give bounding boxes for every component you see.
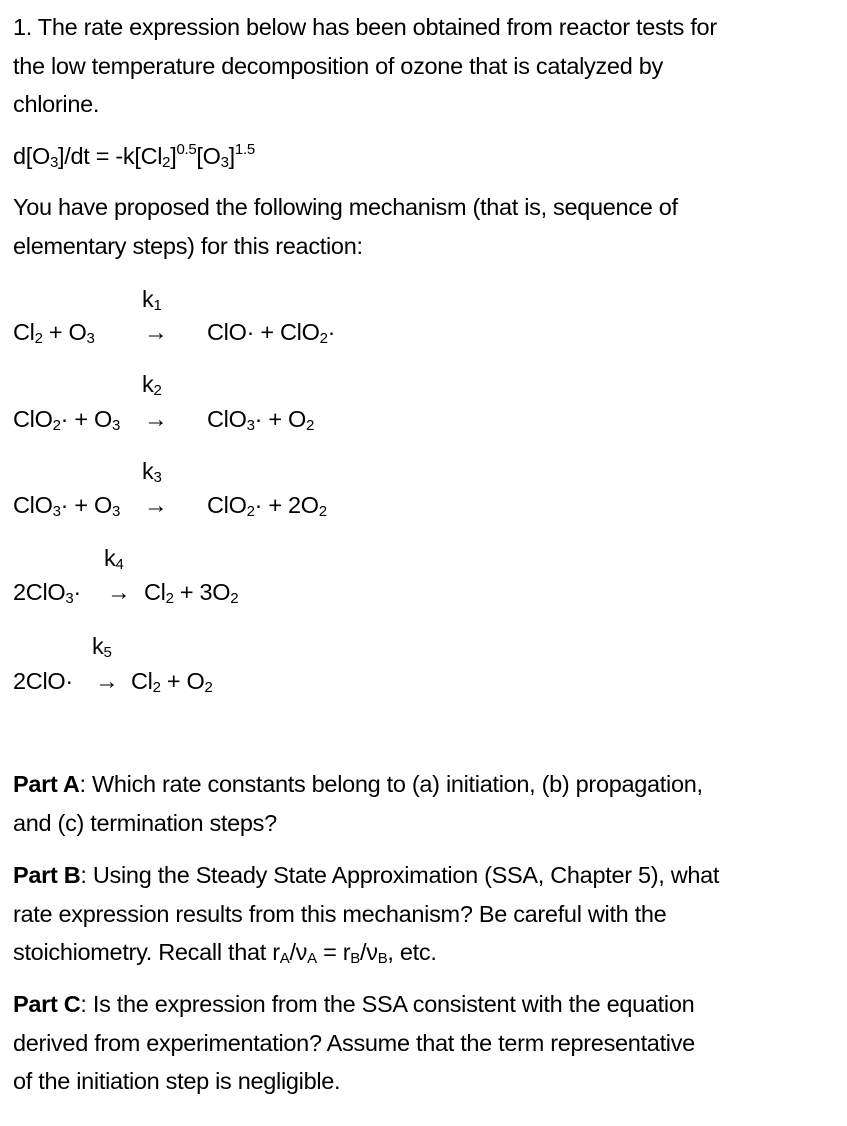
step-3-products: $ClO_2\cdot + 2O_2$ (207, 492, 327, 520)
mechanism-line-2: elementary steps) for this reaction: (13, 232, 363, 259)
step-5-reactants: 2ClO· (13, 668, 73, 694)
reaction-arrow-icon: → (95, 668, 119, 694)
rate-constant-k5: $k_5$ (92, 633, 112, 661)
part-b-line-3: stoichiometry. Recall that $r_A/\nu_A = r_B/\nu_B$, etc. (13, 939, 437, 967)
part-a-line-2: and (c) termination steps? (13, 809, 277, 836)
reaction-arrow-icon: → (144, 319, 168, 345)
step-1-products: ClO· + ClO$_2$· (207, 319, 336, 347)
intro-line-2: the low temperature decomposition of ozone that is catalyzed by (13, 52, 663, 79)
step-1-reactants: $Cl_2 + O_3$ (13, 319, 95, 347)
intro-line-3: chlorine. (13, 91, 100, 117)
part-b-line-2: rate expression results from this mechanism? Be careful with the (13, 900, 667, 927)
reaction-arrow-icon: → (144, 406, 168, 432)
part-c (13, 985, 843, 1101)
problem-intro (13, 8, 843, 124)
part-b-label: Part B (13, 862, 81, 888)
step-4-products: $Cl_2 + 3O_2$ (144, 579, 239, 607)
rate-part: ] (170, 143, 177, 169)
step-4-reactants: 2ClO$_3$· (13, 579, 81, 607)
rate-expression (13, 137, 843, 176)
rate-sub: 2 (162, 154, 171, 171)
part-c-line-3: of the initiation step is negligible. (13, 1068, 341, 1094)
part-a-text: : Which rate constants belong to (a) initiation, (b) propagation, (79, 771, 703, 797)
rate-exponent: 1.5 (234, 141, 255, 158)
reaction-arrow-icon: → (144, 492, 168, 518)
rate-part: ] (228, 143, 235, 169)
mechanism-line-1: You have proposed the following mechanism (that is, sequence of (13, 194, 678, 220)
rate-sub: 3 (49, 154, 59, 171)
part-c-label: Part C (13, 991, 81, 1017)
step-2-products: $ClO_3\cdot + O_2$ (207, 406, 315, 434)
rate-constant-k3: $k_3$ (142, 458, 162, 486)
rate-constant-k4: $k_4$ (104, 545, 124, 573)
part-b-text: : Using the Steady State Approximation (SSA, Chapter 5), what (80, 862, 720, 888)
reaction-arrow-icon: → (107, 579, 131, 605)
rate-constant-k1: $k_1$ (142, 286, 162, 314)
part-a-label: Part A (13, 771, 80, 797)
part-c-line-2: derived from experimentation? Assume that the term representative (13, 1029, 695, 1056)
part-b (13, 856, 843, 972)
part-c-text: : Is the expression from the SSA consistent with the equation (80, 991, 695, 1017)
rate-part: d[O (13, 143, 50, 169)
mechanism-intro (13, 188, 843, 265)
rate-part: ]/dt = -k[Cl (58, 143, 163, 169)
rate-part: [O (196, 143, 221, 169)
rate-sub: 3 (220, 154, 229, 171)
rate-exponent: 0.5 (176, 141, 197, 158)
rate-constant-k2: $k_2$ (142, 371, 162, 399)
step-5-products: $Cl_2 + O_2$ (131, 668, 213, 696)
intro-line-1: 1. The rate expression below has been obtained from reactor tests for (13, 14, 717, 40)
part-a (13, 765, 843, 842)
step-3-reactants: $ClO_3\cdot + O_3$ (13, 492, 121, 520)
step-2-reactants: $ClO_2\cdot + O_3$ (13, 406, 121, 434)
